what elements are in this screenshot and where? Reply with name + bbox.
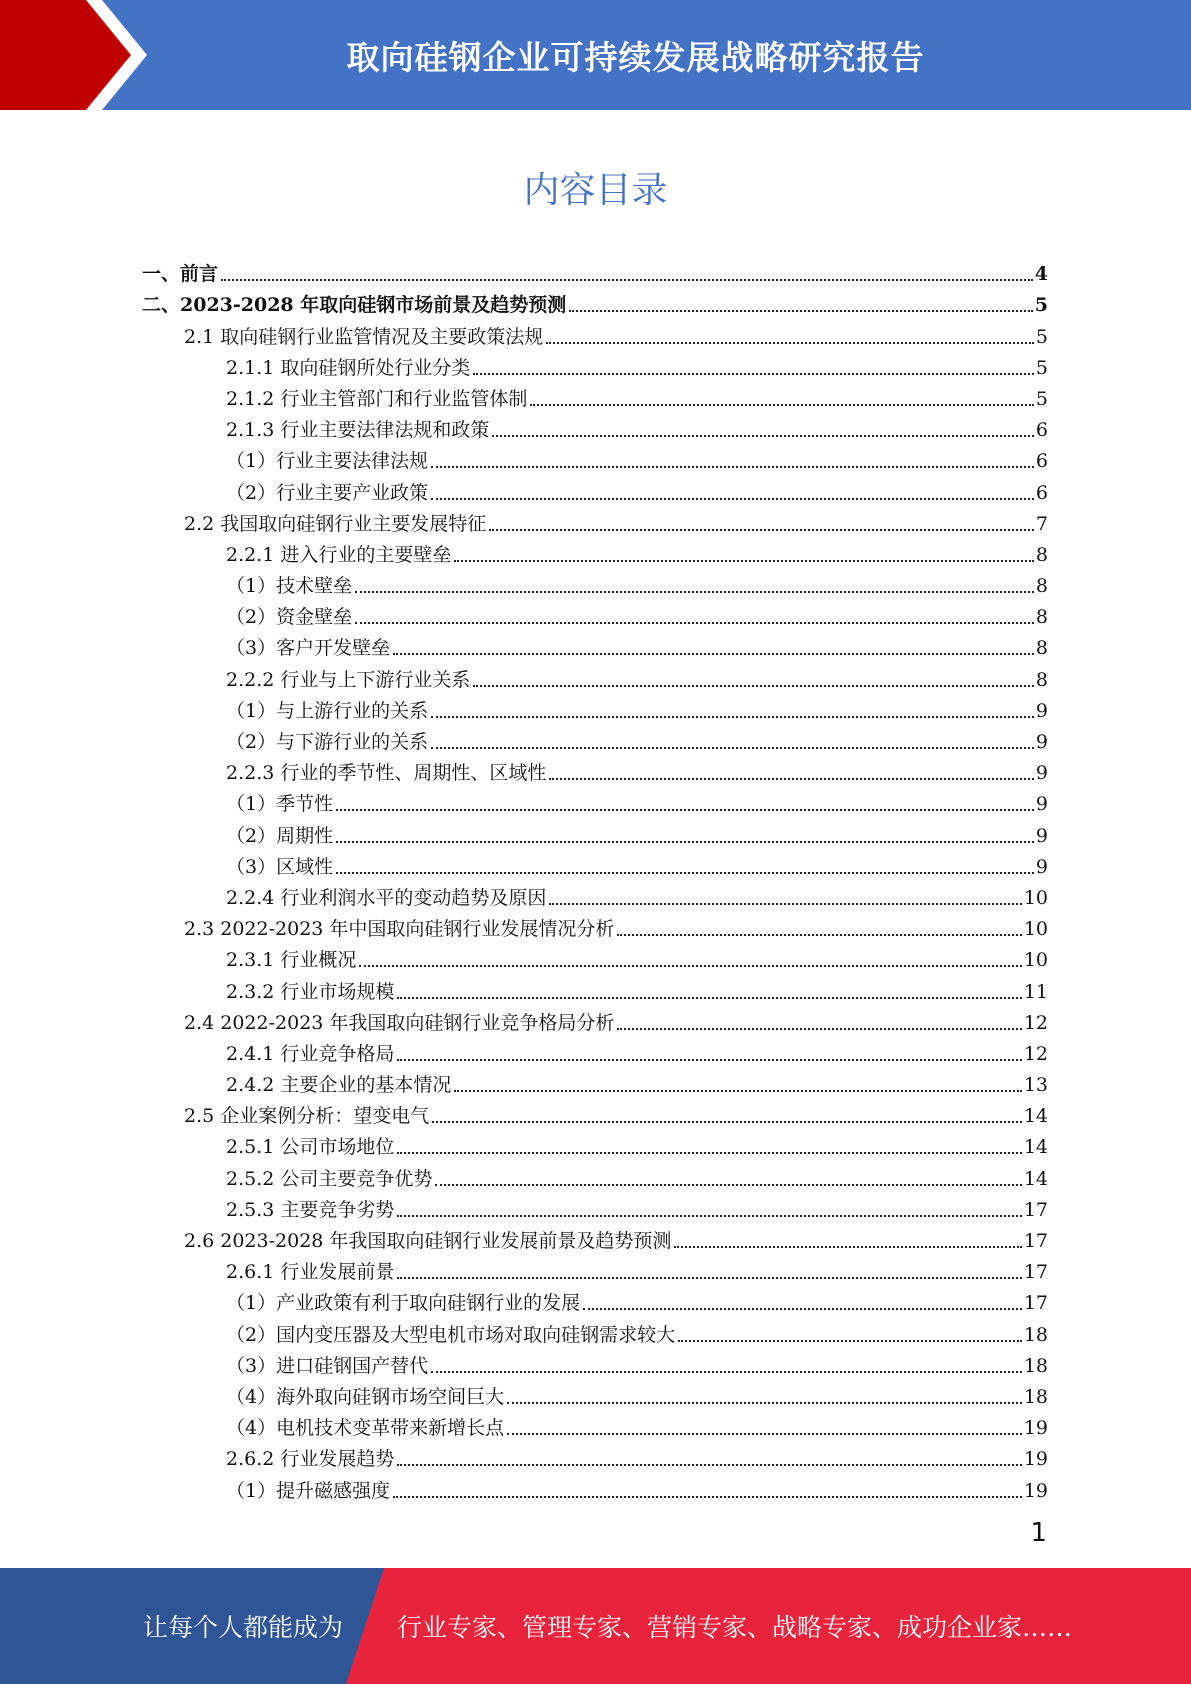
toc-entry[interactable] [142,1191,1048,1222]
toc-entry-title: （1）与上游行业的关系 [226,699,429,722]
toc-dot-leader [336,809,1034,811]
toc-dot-leader [507,1433,1022,1435]
toc-dot-leader [530,404,1034,406]
toc-entry[interactable] [142,255,1048,286]
toc-entry-page: 9 [1035,855,1048,878]
toc-entry-title: （2）资金壁垒 [226,606,353,629]
chevron-arrow-icon [0,0,160,110]
toc-entry-title: （1）季节性 [226,793,334,816]
toc-dot-leader [546,342,1034,344]
toc-dot-leader [393,1496,1022,1498]
toc-entry[interactable] [142,567,1048,598]
toc-entry-page: 5 [1034,294,1048,317]
toc-entry-title: 2.1 取向硅钢行业监管情况及主要政策法规 [184,325,544,348]
toc-dot-leader [397,1215,1021,1217]
toc-dot-leader [549,903,1021,905]
toc-entry-title: 2.6 2023-2028 年我国取向硅钢行业发展前景及趋势预测 [184,1230,672,1252]
toc-entry[interactable] [142,1159,1048,1190]
toc-entry-title: 2.1.2 行业主管部门和行业监管体制 [226,387,528,410]
toc-dot-leader [549,778,1034,780]
toc-entry-page: 9 [1035,699,1048,722]
toc-entry-title: 2.2.4 行业利润水平的变动趋势及原因 [226,886,547,909]
toc-entry[interactable] [142,660,1048,691]
toc-entry[interactable] [142,598,1048,629]
toc-dot-leader [431,747,1034,749]
toc-dot-leader [617,934,1021,936]
toc-entry[interactable] [142,1253,1048,1284]
toc-entry-title: 2.6.2 行业发展趋势 [226,1448,395,1471]
toc-entry-title: 2.2.3 行业的季节性、周期性、区域性 [226,762,547,785]
toc-entry[interactable] [142,536,1048,567]
toc-entry[interactable] [142,692,1048,723]
toc-dot-leader [393,653,1034,655]
toc-entry[interactable] [142,1128,1048,1159]
toc-entry-page: 8 [1035,575,1048,598]
toc-dot-leader [492,435,1034,437]
toc-entry-title: 2.5 企业案例分析：望变电气 [184,1105,430,1128]
toc-entry-page: 10 [1023,886,1048,909]
toc-entry-page: 11 [1023,980,1048,1003]
toc-entry-title: 2.3 2022-2023 年中国取向硅钢行业发展情况分析 [184,918,615,941]
toc-entry-title: （1）产业政策有利于取向硅钢行业的发展 [226,1292,581,1315]
toc-entry-page: 8 [1035,606,1048,629]
toc-entry-page: 10 [1023,918,1048,941]
toc-entry-page: 9 [1035,731,1048,753]
toc-entry[interactable] [142,380,1048,411]
toc-entry-title: （3）进口硅钢国产替代 [226,1354,429,1377]
toc-dot-leader [221,279,1033,281]
toc-entry-title: （1）提升磁感强度 [226,1479,391,1502]
toc-dot-leader [432,1121,1022,1123]
toc-entry-title: 2.4 2022-2023 年我国取向硅钢行业竞争格局分析 [184,1011,615,1034]
toc-entry-title: （1）技术壁垒 [226,575,353,598]
toc-entry-title: 2.3.1 行业概况 [226,949,357,972]
toc-entry-title: 2.3.2 行业市场规模 [226,980,395,1003]
toc-entry[interactable] [142,723,1048,754]
toc-entry[interactable] [142,411,1048,442]
toc-entry-page: 8 [1035,543,1048,566]
toc-entry-title: （2）国内变压器及大型电机市场对取向硅钢需求较大 [226,1323,676,1346]
toc-entry-title: 2.5.3 主要竞争劣势 [226,1198,395,1221]
toc-entry-page: 17 [1023,1198,1048,1221]
toc-entry-page: 12 [1023,1042,1048,1065]
toc-dot-leader [583,1308,1022,1310]
footer-band [0,1568,1191,1684]
toc-entry-page: 4 [1034,263,1048,286]
toc-dot-leader [336,841,1034,843]
toc-entry-title: 2.2 我国取向硅钢行业主要发展特征 [184,512,487,535]
toc-entry-page: 14 [1023,1105,1048,1128]
toc-entry-page: 13 [1023,1074,1048,1097]
toc-entry[interactable] [142,972,1048,1003]
toc-entry-page: 8 [1035,668,1048,691]
toc-entry-page: 19 [1023,1448,1048,1471]
toc-dot-leader [397,997,1021,999]
toc-entry-page: 17 [1023,1292,1048,1315]
toc-entry-page: 5 [1035,387,1048,410]
toc-entry-page: 6 [1035,419,1048,442]
toc-entry[interactable] [142,910,1048,941]
header-band [0,0,1191,110]
toc-entry[interactable] [142,879,1048,910]
toc-entry[interactable] [142,317,1048,348]
toc-entry[interactable] [142,1097,1048,1128]
toc-entry-title: （2）行业主要产业政策 [226,481,429,504]
toc-entry-page: 18 [1023,1385,1048,1408]
toc-entry-page: 14 [1023,1167,1048,1190]
toc-entry-page: 7 [1035,512,1048,535]
toc-entry-title: （2）周期性 [226,824,334,847]
toc-entry[interactable] [142,1222,1048,1253]
toc-dot-leader [336,872,1034,874]
toc-entry[interactable] [142,1004,1048,1035]
toc-entry[interactable] [142,1347,1048,1378]
toc-entry-title: 2.6.1 行业发展前景 [226,1261,395,1284]
toc-entry-page: 5 [1035,325,1048,348]
footer-slogan-right: 行业专家、管理专家、营销专家、战略专家、成功企业家…… [397,1613,1073,1642]
toc-dot-leader [397,1152,1021,1154]
toc-entry-page: 19 [1023,1417,1048,1440]
toc-entry[interactable] [142,1471,1048,1502]
toc-entry-page: 9 [1035,793,1048,816]
toc-entry-title: 2.4.1 行业竞争格局 [226,1042,395,1065]
toc-entry-page: 10 [1023,949,1048,972]
toc-entry-page: 6 [1035,481,1048,504]
toc-entry-title: （3）客户开发壁垒 [226,637,391,660]
toc-entry-title: 一、前言 [142,263,219,286]
toc-entry-page: 14 [1023,1136,1048,1159]
toc-entry-title: （3）区域性 [226,855,334,878]
toc-entry[interactable] [142,848,1048,879]
toc-entry-page: 5 [1035,356,1048,379]
toc-entry-title: 2.1.3 行业主要法律法规和政策 [226,419,490,442]
toc-entry[interactable] [142,473,1048,504]
toc-dot-leader [431,466,1034,468]
toc-entry[interactable] [142,1035,1048,1066]
toc-dot-leader [569,310,1033,312]
toc-entry-title: 2.4.2 主要企业的基本情况 [226,1074,452,1097]
toc-entry-title: 2.5.2 公司主要竞争优势 [226,1167,433,1190]
toc-entry-page: 8 [1035,637,1048,660]
toc-entry-title: （4）海外取向硅钢市场空间巨大 [226,1385,505,1408]
toc-entry[interactable] [142,1409,1048,1440]
footer-slogan-left: 让每个人都能成为 [143,1613,344,1642]
toc-dot-leader [431,1371,1022,1373]
toc-entry[interactable] [142,941,1048,972]
toc-entry-title: 二、2023-2028 年取向硅钢市场前景及趋势预测 [142,294,567,317]
toc-entry-title: 2.1.1 取向硅钢所处行业分类 [226,356,471,379]
toc-dot-leader [489,529,1034,531]
toc-entry-page: 9 [1035,762,1048,785]
toc-entry-page: 19 [1023,1479,1048,1502]
toc-dot-leader [454,560,1034,562]
toc-entry[interactable] [142,442,1048,473]
toc-entry[interactable] [142,629,1048,660]
toc-entry-title: 2.2.1 进入行业的主要壁垒 [226,543,452,566]
toc-entry-title: 2.2.2 行业与上下游行业关系 [226,668,471,691]
toc-dot-leader [678,1340,1022,1342]
toc-entry-page: 9 [1035,824,1048,847]
toc-dot-leader [359,965,1021,967]
toc-entry[interactable] [142,286,1048,317]
toc-entry-page: 17 [1023,1261,1048,1284]
toc-dot-leader [473,373,1034,375]
page-number: 1 [1030,1518,1047,1548]
toc-dot-leader [473,685,1034,687]
toc-dot-leader [397,1277,1021,1279]
toc-entry[interactable] [142,785,1048,816]
toc-dot-leader [454,1090,1021,1092]
toc-dot-leader [507,1402,1022,1404]
toc-entry-page: 12 [1023,1011,1048,1034]
toc-entry[interactable] [142,349,1048,380]
toc-dot-leader [431,716,1034,718]
toc-entry-title: （4）电机技术变革带来新增长点 [226,1417,505,1440]
toc-entry[interactable] [142,1440,1048,1471]
toc-entry[interactable] [142,505,1048,536]
toc-dot-leader [617,1028,1021,1030]
toc-dot-leader [435,1184,1021,1186]
toc-entry[interactable] [142,1066,1048,1097]
toc-dot-leader [397,1059,1021,1061]
toc-entry-page: 6 [1035,450,1048,473]
toc-dot-leader [431,498,1034,500]
toc-entry-title: （2）与下游行业的关系 [226,731,429,753]
toc-entry[interactable] [142,1284,1048,1315]
toc-entry[interactable] [142,1378,1048,1409]
toc-entry[interactable] [142,754,1048,785]
toc-dot-leader [355,591,1034,593]
toc-entry[interactable] [142,816,1048,847]
toc-dot-leader [355,622,1034,624]
table-of-contents [142,255,1048,1503]
toc-entry-page: 18 [1023,1354,1048,1377]
toc-dot-leader [397,1464,1021,1466]
toc-entry-title: （1）行业主要法律法规 [226,450,429,473]
toc-dot-leader [674,1246,1021,1248]
toc-entry-page: 17 [1023,1230,1048,1252]
toc-heading: 内容目录 [523,170,668,211]
toc-entry[interactable] [142,1315,1048,1346]
toc-entry-page: 18 [1023,1323,1048,1346]
toc-entry-title: 2.5.1 公司市场地位 [226,1136,395,1159]
report-title: 取向硅钢企业可持续发展战略研究报告 [346,37,925,77]
